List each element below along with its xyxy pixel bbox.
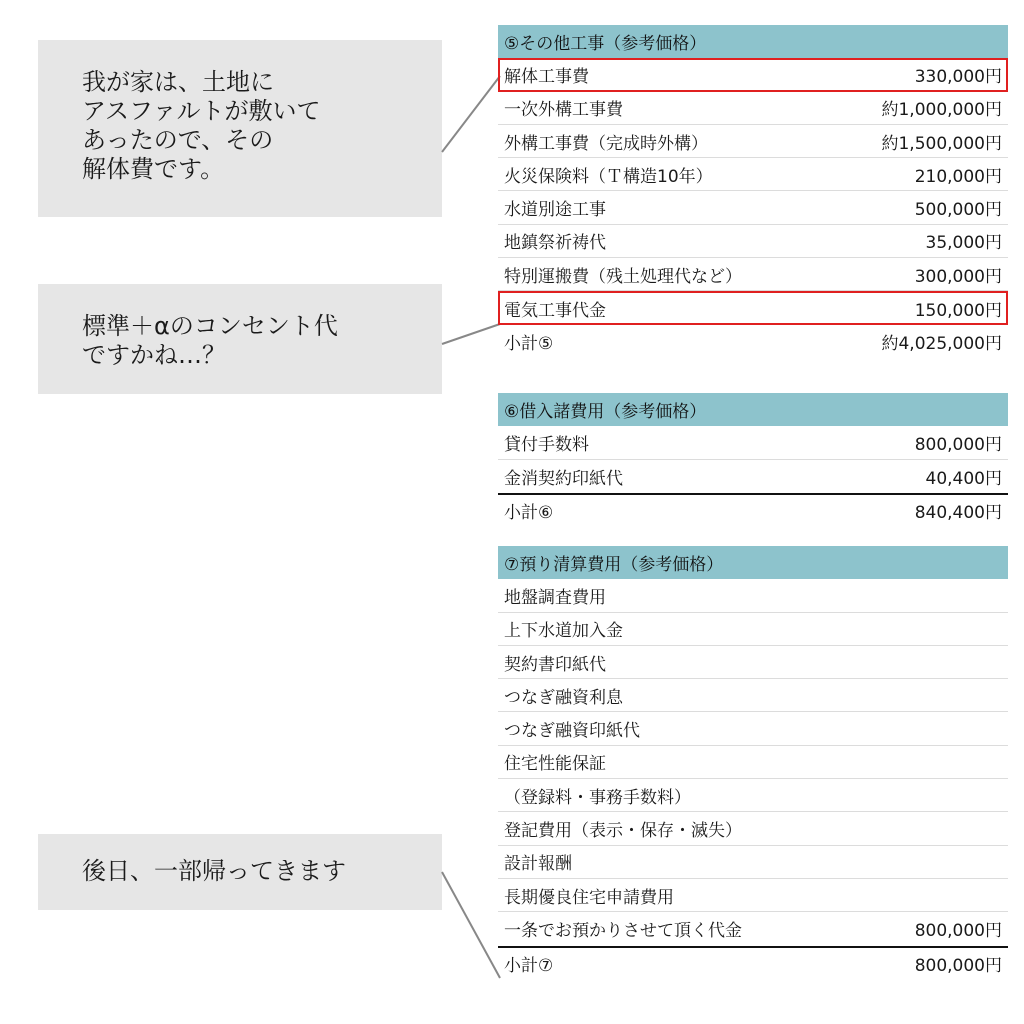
subtotal-5: 小計⑤ 約4,025,000円 [504,333,1002,354]
section-7-header: ⑦預り清算費用（参考価格） [498,546,1008,579]
table-row-demolition: 解体工事費 330,000円 [498,58,1008,91]
subtotal-6: 小計⑥ 840,400円 [498,493,1008,526]
connector-line-1 [442,76,500,152]
table-row: 地盤調査費用 [498,579,1008,612]
table-row: つなぎ融資利息 [498,679,1008,712]
table-row: 地鎮祭祈祷代 35,000円 [498,225,1008,258]
table-row: 特別運搬費（残土処理代など） 300,000円 [498,258,1008,291]
connector-line-2 [442,324,500,344]
table-row: 外構工事費（完成時外構） 約1,500,000円 [498,125,1008,158]
table-row: 住宅性能保証 [498,746,1008,779]
table-row: 一条でお預かりさせて頂く代金 800,000円 [504,921,1002,942]
table-row: 契約書印紙代 [498,646,1008,679]
table-row: つなぎ融資印紙代 [498,712,1008,745]
table-row: 上下水道加入金 [498,613,1008,646]
section-6-table [498,393,1008,526]
subtotal-7: 小計⑦ 800,000円 [498,946,1008,979]
table-row: （登録料・事務手数料） [498,779,1008,812]
table-row: 貸付手数料 800,000円 [498,426,1008,459]
table-row: 火災保険料（Ｔ構造10年） 210,000円 [498,158,1008,191]
section-7-table [498,546,1008,979]
table-row: 登記費用（表示・保存・滅失） [498,812,1008,845]
callout-refund-note: 後日、一部帰ってきます [38,834,442,910]
table-row: 水道別途工事 500,000円 [498,191,1008,224]
table-row: 金消契約印紙代 40,400円 [504,468,1002,489]
section-5-table [498,25,1008,358]
section-6-header: ⑥借入諸費用（参考価格） [498,393,1008,426]
table-row-electrical: 電気工事代金 150,000円 [498,291,1008,324]
table-row: 一次外構工事費 約1,000,000円 [498,92,1008,125]
callout-electrical-note: 標準＋αのコンセント代 ですかね…？ [38,284,442,394]
connector-line-3 [442,872,500,978]
callout-demolition-note: 我が家は、土地に アスファルトが敷いて あったので、その 解体費です。 [38,40,442,217]
table-row: 設計報酬 [498,846,1008,879]
table-row: 長期優良住宅申請費用 [498,879,1008,912]
section-5-header: ⑤その他工事（参考価格） [498,25,1008,58]
